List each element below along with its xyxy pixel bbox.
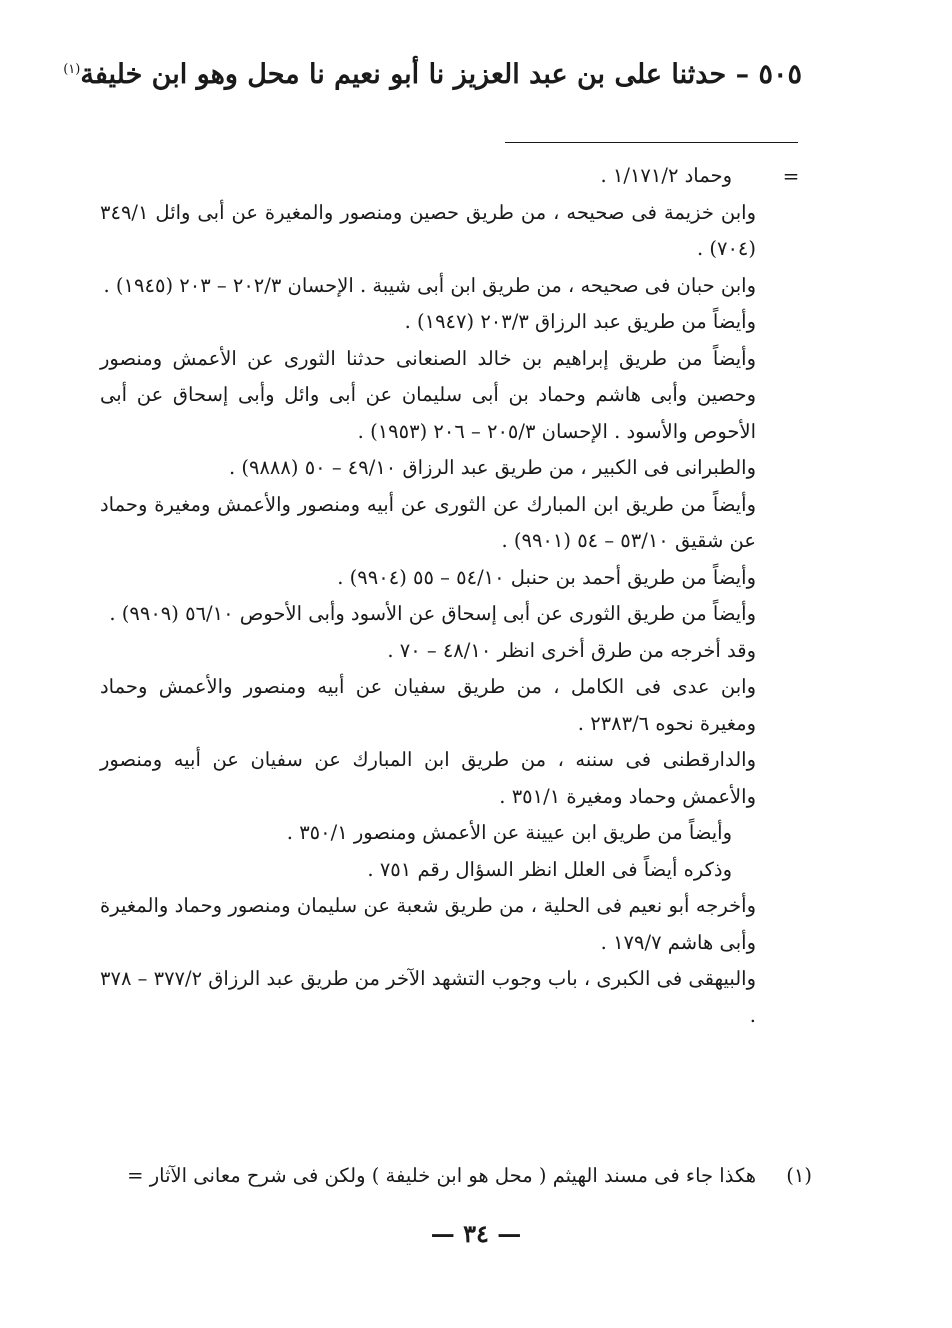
footnote-reference: (١) xyxy=(63,62,81,77)
reference-paragraph: وأيضاً من طريق ابن المبارك عن الثورى عن أبيه ومنصور والأعمش ومغيرة وحماد عن شقيق ٥٣/١٠ – ٥٤ (٩٩٠١) . xyxy=(100,492,756,552)
footnote-number: (١) xyxy=(786,1164,812,1187)
footnote-body xyxy=(100,158,756,1034)
reference-paragraph: وابن حبان فى صحيحه ، من طريق ابن أبى شيبة . الإحسان ٢٠٢/٣ – ٢٠٣ (١٩٤٥) . xyxy=(103,273,756,297)
reference-paragraph: وأيضاً من طريق أحمد بن حنبل ٥٤/١٠ – ٥٥ (٩٩٠٤) . xyxy=(337,565,756,589)
continuation-mark: = xyxy=(782,164,800,188)
reference-paragraph: وابن عدى فى الكامل ، من طريق سفيان عن أبيه ومنصور والأعمش وحماد ومغيرة نحوه ٢٣٨٣/٦ . xyxy=(100,675,756,735)
reference-paragraph: وأيضاً من طريق إبراهيم بن خالد الصنعانى حدثنا الثورى عن الأعمش ومنصور وحصين وأبى هاشم وحماد بن أبى سليمان عن أبى وائل وأبى إسحاق عن أبى الأحوص والأسود . الإحسان ٢٠٥/٣ – ٢٠٦ (١٩٥٣) . xyxy=(100,346,756,443)
footnote-separator-rule xyxy=(505,142,798,143)
hadith-heading-text: ٥٠٥ – حدثنا على بن عبد العزيز نا أبو نعيم نا محل وهو ابن خليفة xyxy=(80,59,802,90)
reference-paragraph: والدارقطنى فى سننه ، من طريق ابن المبارك عن سفيان عن أبيه ومنصور والأعمش وحماد ومغيرة ٣٥١/١ . xyxy=(100,748,756,808)
reference-paragraph: وقد أخرجه من طرق أخرى انظر ٤٨/١٠ – ٧٠ . xyxy=(387,638,756,662)
footnote-text: هكذا جاء فى مسند الهيثم ( محل هو ابن خليفة ) ولكن فى شرح معانى الآثار = xyxy=(127,1164,756,1187)
reference-paragraph: والبيهقى فى الكبرى ، باب وجوب التشهد الآخر من طريق عبد الرزاق ٣٧٧/٢ – ٣٧٨ . xyxy=(100,967,757,1027)
reference-paragraph: وحماد ١/١٧١/٢ . xyxy=(600,164,732,187)
reference-paragraph: وأخرجه أبو نعيم فى الحلية ، من طريق شعبة عن سليمان ومنصور وحماد والمغيرة وأبى هاشم ١٧٩/٧ . xyxy=(100,894,756,954)
hadith-heading xyxy=(63,48,802,97)
reference-paragraph: وأيضاً من طريق الثورى عن أبى إسحاق عن الأسود وأبى الأحوص ٥٦/١٠ (٩٩٠٩) . xyxy=(109,602,756,625)
reference-paragraph: وذكره أيضاً فى العلل انظر السؤال رقم ٧٥١ . xyxy=(367,857,732,881)
page-number: — ٣٤ — xyxy=(430,1219,522,1248)
reference-paragraph: وابن خزيمة فى صحيحه ، من طريق حصين ومنصور والمغيرة عن أبى وائل ٣٤٩/١ (٧٠٤) . xyxy=(100,200,756,260)
reference-paragraph: وأيضاً من طريق ابن عيينة عن الأعمش ومنصور ٣٥٠/١ . xyxy=(286,821,732,844)
reference-paragraph: وأيضاً من طريق عبد الرزاق ٢٠٣/٣ (١٩٤٧) . xyxy=(404,310,756,333)
reference-paragraph: والطبرانى فى الكبير ، من طريق عبد الرزاق ٤٩/١٠ – ٥٠ (٩٨٨٨) . xyxy=(228,456,756,479)
footnote-line xyxy=(100,1158,812,1194)
